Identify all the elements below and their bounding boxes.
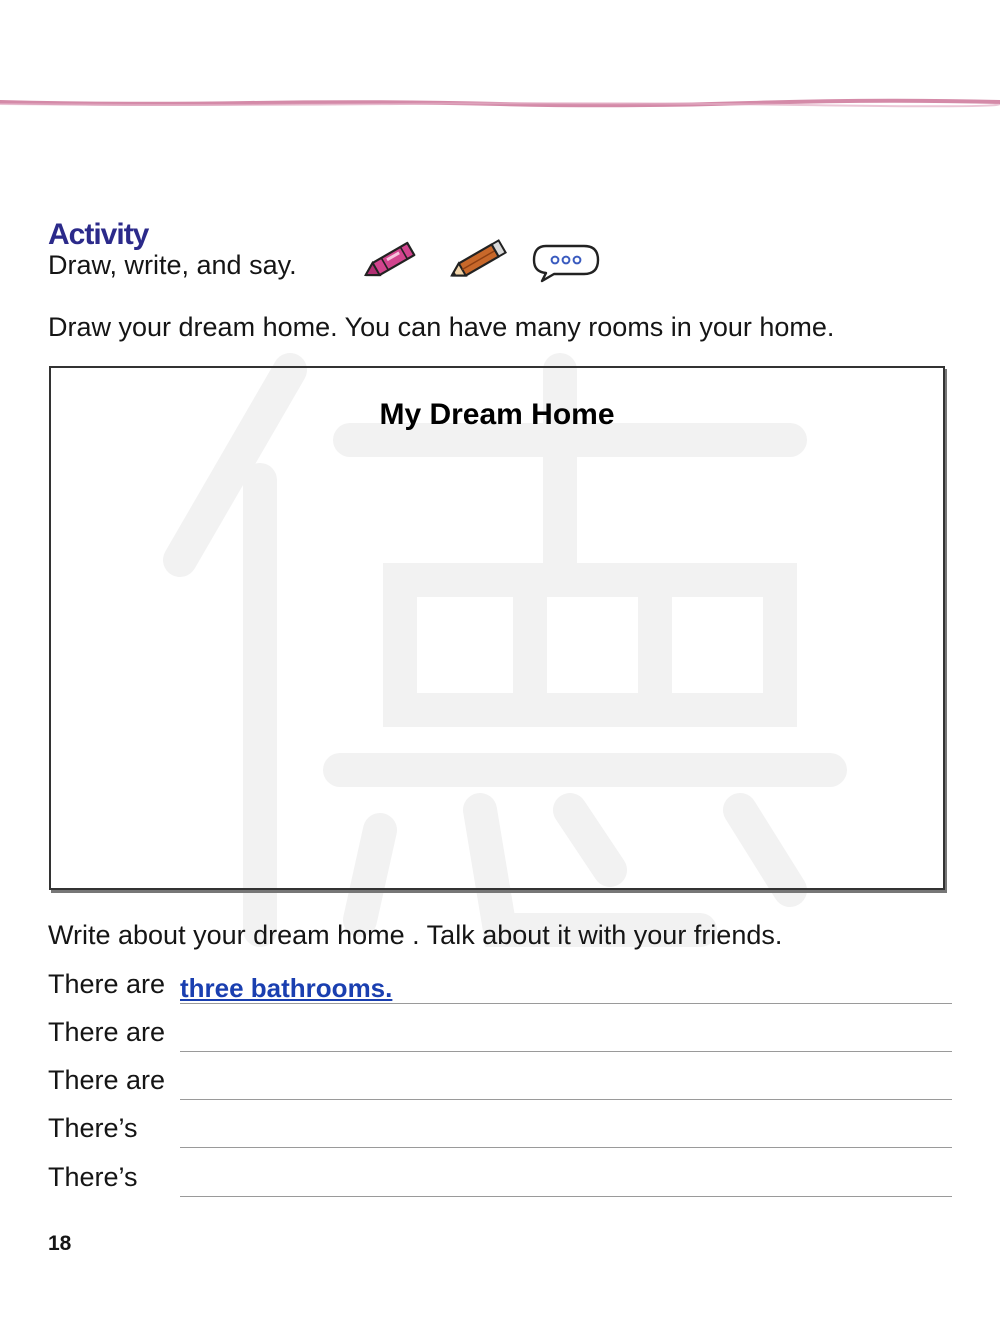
line-prefix: There are: [48, 1065, 166, 1095]
speech-bubble-icon: [528, 238, 604, 284]
line-prefix: There are: [48, 969, 166, 999]
crayon-icon: [356, 238, 424, 284]
writing-rule: [180, 1196, 952, 1197]
pencil-icon: [442, 238, 512, 284]
writing-line[interactable]: [48, 1157, 952, 1197]
writing-line[interactable]: [48, 1060, 952, 1100]
activity-instruction: Draw, write, and say.: [48, 250, 297, 280]
writing-line[interactable]: [48, 964, 952, 1004]
page-number: 18: [48, 1232, 72, 1255]
writing-line[interactable]: [48, 1108, 952, 1148]
writing-rule: [180, 1099, 952, 1100]
line-prefix: There’s: [48, 1162, 138, 1192]
draw-instruction: Draw your dream home. You can have many rooms in your home.: [48, 312, 835, 342]
line-prefix: There’s: [48, 1113, 138, 1143]
drawing-area[interactable]: [49, 366, 945, 890]
activity-heading: Activity: [48, 218, 149, 251]
line-prefix: There are: [48, 1017, 166, 1047]
write-instruction: Write about your dream home . Talk about it with your friends.: [48, 920, 783, 950]
handwritten-answer: three bathrooms.: [180, 973, 393, 1003]
writing-line[interactable]: [48, 1012, 952, 1052]
top-decorative-rule: [0, 96, 1000, 110]
writing-rule: [180, 1051, 952, 1052]
drawing-box-title: My Dream Home: [379, 398, 615, 431]
writing-rule: [180, 1147, 952, 1148]
